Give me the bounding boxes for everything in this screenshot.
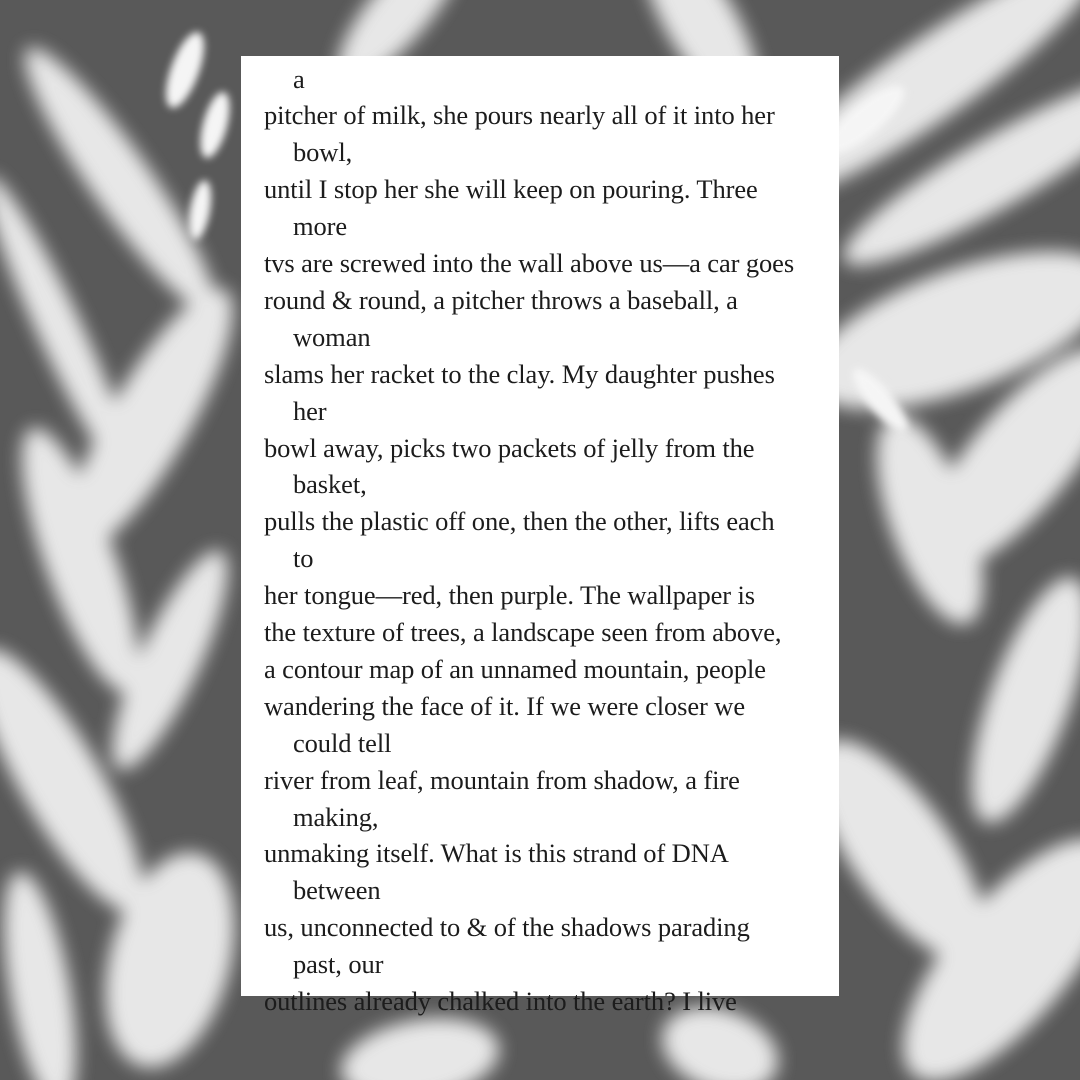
book-page: [241, 56, 839, 1016]
poem-line: bowl,: [293, 137, 353, 168]
poem-line: a: [293, 63, 305, 94]
poem-text: [241, 56, 839, 1016]
poem-line: could tell: [293, 727, 392, 758]
poem-line: basket,: [293, 469, 367, 500]
poem-line: tvs are screwed into the wall above us—a car goes: [264, 248, 795, 278]
poem-line: wandering the face of it. If we were closer we: [264, 690, 745, 721]
poem-line: past, our: [293, 949, 384, 980]
poem-line: her: [293, 395, 327, 426]
poem-line: unmaking itself. What is this strand of DNA: [264, 838, 729, 869]
poem-line: the texture of trees, a landscape seen from above,: [264, 617, 782, 647]
poem-line: slams her racket to the clay. My daughter pushes: [264, 358, 775, 389]
poem-line: between: [293, 875, 381, 906]
poem-line: making,: [293, 801, 379, 832]
poem-line: us, unconnected to & of the shadows parading: [264, 912, 750, 943]
poem-line: river from leaf, mountain from shadow, a fire: [264, 764, 740, 795]
poem-line: a contour map of an unnamed mountain, people: [264, 653, 766, 684]
poem-line: pulls the plastic off one, then the other, lifts each: [264, 506, 775, 537]
poem-line: woman: [293, 321, 371, 352]
poem-line: pitcher of milk, she pours nearly all of it into her: [264, 100, 775, 131]
poem-line: until I stop her she will keep on pouring. Three: [264, 174, 758, 205]
poem-line: outlines already chalked into the earth? I live: [264, 986, 737, 1016]
poem-line: round & round, a pitcher throws a baseball, a: [264, 284, 738, 315]
poem-line: to: [293, 543, 314, 574]
poem-line: bowl away, picks two packets of jelly from the: [264, 432, 755, 463]
poem-line: more: [293, 211, 348, 242]
poem-line: her tongue—red, then purple. The wallpaper is: [264, 580, 755, 611]
